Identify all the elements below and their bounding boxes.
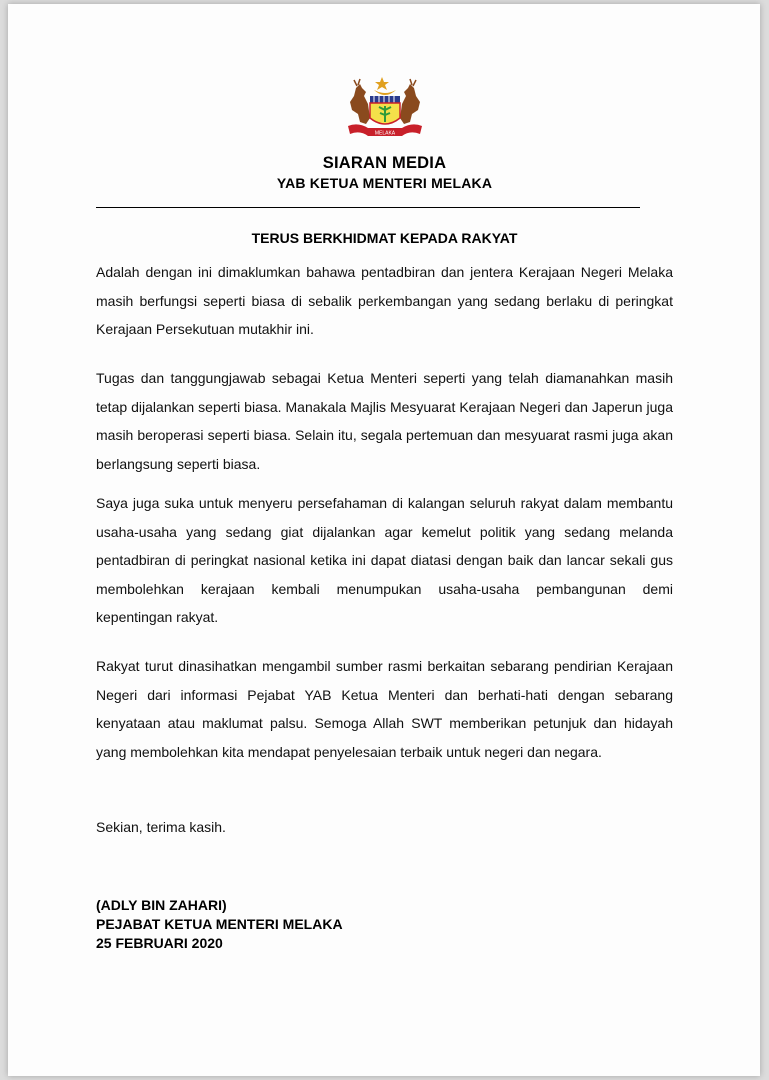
- header-divider: [96, 207, 640, 208]
- paragraph-3: Saya juga suka untuk menyeru persefahaman di kalangan seluruh rakyat dalam membantu usaha-usaha yang sedang giat dijalankan agar kemelut politik yang sedang melanda pentadbiran di peringkat nasional ketika ini dapat diatasi dengan baik dan lancar sekali gus membolehkan kerajaan kembali menumpukan usaha-usaha pembangunan demi kepentingan rakyat.: [96, 495, 673, 625]
- paragraph-2: Tugas dan tanggungjawab sebagai Ketua Menteri seperti yang telah diamanahkan masih tetap dijalankan seperti biasa. Manakala Majlis Mesyuarat Kerajaan Negeri dan Japerun juga masih beroperasi seperti biasa. Selain itu, segala pertemuan dan mesyuarat rasmi juga akan berlangsung seperti biasa.: [96, 370, 673, 472]
- paragraph-1: Adalah dengan ini dimaklumkan bahawa pentadbiran dan jentera Kerajaan Negeri Melaka masih berfungsi seperti biasa di sebalik perkembangan yang sedang berlaku di peringkat Kerajaan Persekutuan mutakhir ini.: [96, 264, 673, 337]
- document-subtitle: YAB KETUA MENTERI MELAKA: [276, 175, 493, 191]
- document-title: SIARAN MEDIA: [322, 154, 447, 172]
- svg-text:MELAKA: MELAKA: [374, 130, 396, 137]
- signatory-name: (ADLY BIN ZAHARI): [96, 897, 227, 913]
- signatory-office: PEJABAT KETUA MENTERI MELAKA: [96, 916, 343, 932]
- paragraph-4: Rakyat turut dinasihatkan mengambil sumber rasmi berkaitan sebarang pendirian Kerajaan Negeri dari informasi Pejabat YAB Ketua Menteri dan berhati-hati dengan sebarang kenyataan atau maklumat palsu. Semoga Allah SWT memberikan petunjuk dan hidayah yang membolehkan kita mendapat penyelesaian terbaik untuk negeri dan negara.: [96, 658, 673, 760]
- closing-line: Sekian, terima kasih.: [96, 819, 226, 835]
- melaka-coat-of-arms-icon: [338, 74, 432, 144]
- release-date: 25 FEBRUARI 2020: [96, 935, 223, 951]
- statement-heading: TERUS BERKHIDMAT KEPADA RAKYAT: [251, 230, 518, 246]
